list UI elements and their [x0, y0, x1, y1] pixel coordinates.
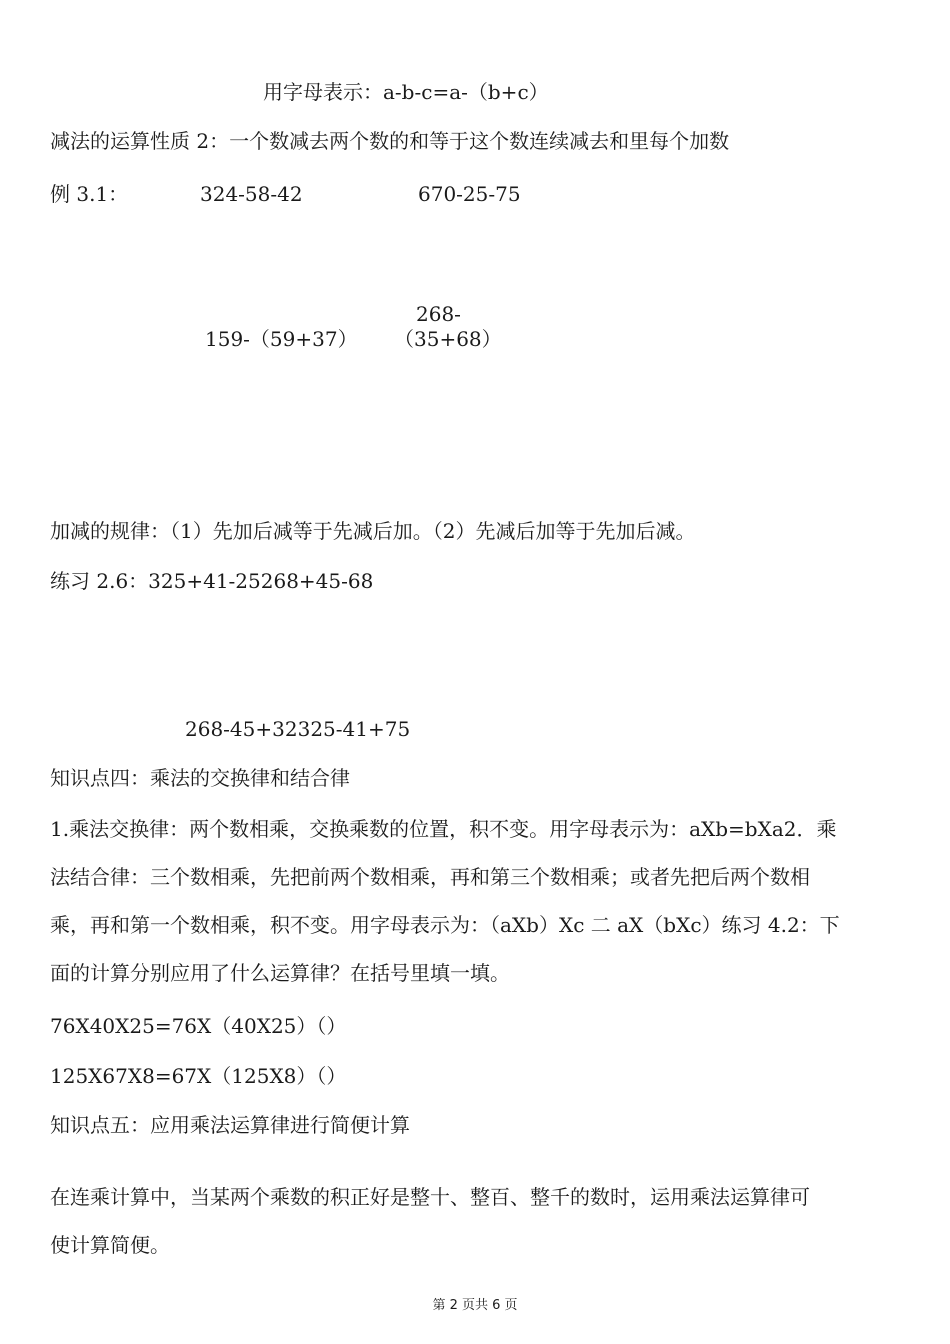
paragraph-line: 1.乘法交换律：两个数相乘，交换乘数的位置，积不变。用字母表示为：aXb=bXa2．乘 — [50, 817, 837, 841]
practice-2-6-continued: 268-45+32325-41+75 — [185, 717, 411, 741]
example-3-1-expr-b: 670-25-75 — [418, 182, 521, 206]
paragraph-line: 使计算简便。 — [50, 1233, 170, 1257]
example-3-1-expr-c: 159-（59+37） — [205, 327, 358, 351]
practice-2-6: 练习 2.6：325+41-25268+45-68 — [50, 569, 374, 593]
paragraph-line: 面的计算分别应用了什么运算律？在括号里填一填。 — [50, 961, 510, 985]
page-footer: 第 2 页共 6 页 — [432, 1298, 518, 1313]
subtraction-property-2: 减法的运算性质 2：一个数减去两个数的和等于这个数连续减去和里每个加数 — [50, 129, 730, 153]
knowledge-point-4-paragraph — [50, 805, 898, 997]
knowledge-point-5-heading: 知识点五：应用乘法运算律进行简便计算 — [50, 1113, 410, 1137]
add-subtract-rule: 加减的规律：（1）先加后减等于先减后加。（2）先减后加等于先加后减。 — [50, 519, 696, 543]
knowledge-point-5-paragraph — [50, 1173, 898, 1269]
example-3-1-expr-d-line1: 268- — [416, 302, 461, 326]
example-3-1-expr-d-line2: （35+68） — [394, 327, 502, 351]
knowledge-point-4-heading: 知识点四：乘法的交换律和结合律 — [50, 766, 350, 790]
example-3-1-expr-a: 324-58-42 — [200, 182, 303, 206]
paragraph-line: 法结合律：三个数相乘，先把前两个数相乘，再和第三个数相乘；或者先把后两个数相 — [50, 865, 810, 889]
paragraph-line: 在连乘计算中，当某两个乘数的积正好是整十、整百、整千的数时，运用乘法运算律可 — [50, 1185, 810, 1209]
equation-2: 125X67X8=67X（125X8）（） — [50, 1064, 347, 1088]
paragraph-line: 乘，再和第一个数相乘，积不变。用字母表示为：（aXb）Xc 二 aX（bXc）练习 4.2：下 — [50, 913, 840, 937]
equation-1: 76X40X25=76X（40X25）（） — [50, 1014, 347, 1038]
formula-subtraction: 用字母表示：a-b-c=a-（b+c） — [263, 80, 549, 104]
example-3-1-label: 例 3.1： — [50, 182, 129, 206]
